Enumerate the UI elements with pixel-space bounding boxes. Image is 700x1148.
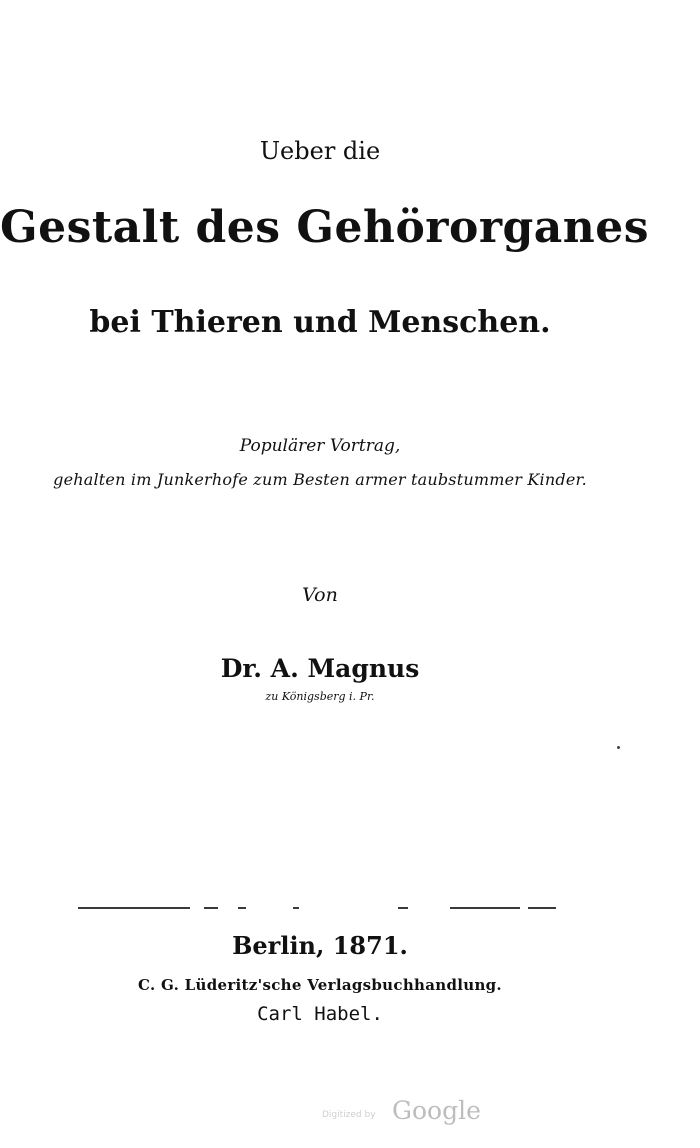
main-title: Gestalt des Gehörorganes	[0, 202, 650, 253]
google-watermark	[322, 1094, 482, 1134]
pre-title: Ueber die	[259, 137, 381, 165]
publisher-owner: Carl Habel.	[257, 1003, 383, 1025]
author-location: zu Königsberg i. Pr.	[265, 690, 375, 703]
by-label: Von	[302, 584, 338, 606]
place-year: Berlin, 1871.	[232, 931, 408, 960]
watermark-brand: Google	[392, 1096, 481, 1125]
watermark-digitized: Digitized by	[322, 1110, 376, 1120]
scan-speck	[617, 746, 620, 749]
author-name: Dr. A. Magnus	[220, 654, 420, 683]
lecture-type: Populärer Vortrag,	[239, 436, 401, 456]
publisher: C. G. Lüderitz'sche Verlagsbuchhandlung.	[138, 976, 502, 994]
lecture-occasion: gehalten im Junkerhofe zum Besten armer taubstummer Kinder.	[53, 470, 587, 489]
sub-title: bei Thieren und Menschen.	[89, 305, 551, 340]
separator-rule	[78, 905, 558, 911]
